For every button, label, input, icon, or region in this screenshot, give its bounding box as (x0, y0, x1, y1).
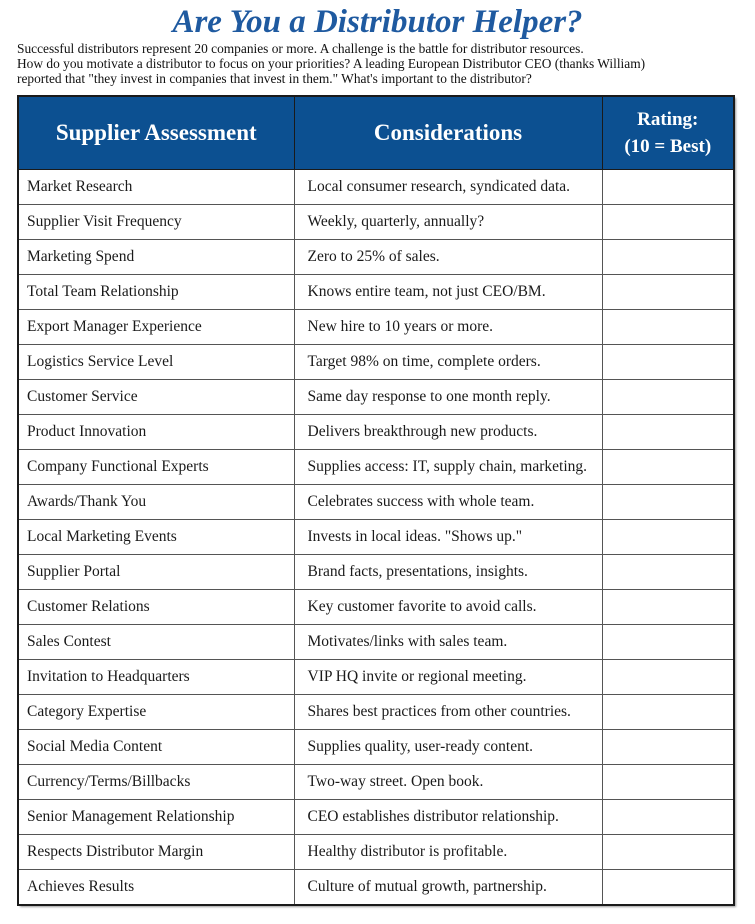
table-row (18, 870, 734, 906)
table-row (18, 380, 734, 415)
assessment-cell: Customer Service (18, 380, 294, 415)
assessment-cell: Local Marketing Events (18, 520, 294, 555)
rating-cell[interactable] (602, 240, 734, 275)
assessment-cell: Product Innovation (18, 415, 294, 450)
consideration-cell: New hire to 10 years or more. (294, 310, 602, 345)
rating-cell[interactable] (602, 345, 734, 380)
rating-cell[interactable] (602, 660, 734, 695)
rating-cell[interactable] (602, 205, 734, 240)
assessment-cell: Senior Management Relationship (18, 800, 294, 835)
consideration-cell: CEO establishes distributor relationship. (294, 800, 602, 835)
rating-cell[interactable] (602, 625, 734, 660)
assessment-cell: Logistics Service Level (18, 345, 294, 380)
assessment-cell: Marketing Spend (18, 240, 294, 275)
assessment-cell: Company Functional Experts (18, 450, 294, 485)
consideration-cell: Brand facts, presentations, insights. (294, 555, 602, 590)
rating-cell[interactable] (602, 870, 734, 906)
table-row (18, 800, 734, 835)
assessment-cell: Respects Distributor Margin (18, 835, 294, 870)
assessment-table-container (17, 95, 733, 904)
header-rating-line1: Rating: (637, 109, 699, 130)
consideration-cell: Same day response to one month reply. (294, 380, 602, 415)
table-row (18, 660, 734, 695)
table-row (18, 205, 734, 240)
table-body (18, 170, 734, 906)
assessment-cell: Achieves Results (18, 870, 294, 906)
rating-cell[interactable] (602, 275, 734, 310)
assessment-cell: Export Manager Experience (18, 310, 294, 345)
rating-cell[interactable] (602, 415, 734, 450)
consideration-cell: Culture of mutual growth, partnership. (294, 870, 602, 906)
rating-cell[interactable] (602, 590, 734, 625)
assessment-cell: Currency/Terms/Billbacks (18, 765, 294, 800)
consideration-cell: Supplies access: IT, supply chain, marketing. (294, 450, 602, 485)
assessment-cell: Supplier Portal (18, 555, 294, 590)
intro-line: Successful distributors represent 20 companies or more. A challenge is the battle for distributor resources. (17, 41, 584, 56)
table-row (18, 275, 734, 310)
table-row (18, 345, 734, 380)
consideration-cell: Knows entire team, not just CEO/BM. (294, 275, 602, 310)
intro-paragraph (17, 41, 747, 86)
consideration-cell: Two-way street. Open book. (294, 765, 602, 800)
table-row (18, 520, 734, 555)
header-rating (602, 96, 734, 170)
assessment-cell: Customer Relations (18, 590, 294, 625)
header-considerations: Considerations (294, 96, 602, 170)
table-header-row (18, 96, 734, 170)
assessment-cell: Awards/Thank You (18, 485, 294, 520)
consideration-cell: Supplies quality, user-ready content. (294, 730, 602, 765)
assessment-cell: Market Research (18, 170, 294, 205)
table-row (18, 765, 734, 800)
consideration-cell: Invests in local ideas. "Shows up." (294, 520, 602, 555)
rating-cell[interactable] (602, 170, 734, 205)
rating-cell[interactable] (602, 310, 734, 345)
table-row (18, 240, 734, 275)
rating-cell[interactable] (602, 450, 734, 485)
rating-cell[interactable] (602, 695, 734, 730)
consideration-cell: Local consumer research, syndicated data. (294, 170, 602, 205)
consideration-cell: VIP HQ invite or regional meeting. (294, 660, 602, 695)
rating-cell[interactable] (602, 520, 734, 555)
intro-line: How do you motivate a distributor to focus on your priorities? A leading European Distributor CEO (thanks William) (17, 56, 646, 71)
table-row (18, 170, 734, 205)
table-row (18, 625, 734, 660)
rating-cell[interactable] (602, 730, 734, 765)
table-row (18, 730, 734, 765)
assessment-cell: Supplier Visit Frequency (18, 205, 294, 240)
header-supplier-assessment: Supplier Assessment (18, 96, 294, 170)
consideration-cell: Target 98% on time, complete orders. (294, 345, 602, 380)
table-row (18, 695, 734, 730)
consideration-cell: Healthy distributor is profitable. (294, 835, 602, 870)
rating-cell[interactable] (602, 800, 734, 835)
consideration-cell: Shares best practices from other countries. (294, 695, 602, 730)
consideration-cell: Celebrates success with whole team. (294, 485, 602, 520)
assessment-cell: Invitation to Headquarters (18, 660, 294, 695)
assessment-cell: Total Team Relationship (18, 275, 294, 310)
rating-cell[interactable] (602, 555, 734, 590)
intro-line: reported that "they invest in companies that invest in them." What's important to the distributor? (17, 71, 532, 86)
page-title: Are You a Distributor Helper? (172, 4, 583, 40)
rating-cell[interactable] (602, 380, 734, 415)
table-row (18, 415, 734, 450)
consideration-cell: Motivates/links with sales team. (294, 625, 602, 660)
assessment-cell: Category Expertise (18, 695, 294, 730)
assessment-table (17, 95, 735, 906)
rating-cell[interactable] (602, 485, 734, 520)
header-rating-line2: (10 = Best) (624, 136, 712, 157)
rating-cell[interactable] (602, 765, 734, 800)
table-row (18, 310, 734, 345)
table-row (18, 835, 734, 870)
consideration-cell: Zero to 25% of sales. (294, 240, 602, 275)
table-row (18, 555, 734, 590)
consideration-cell: Delivers breakthrough new products. (294, 415, 602, 450)
table-row (18, 485, 734, 520)
assessment-cell: Social Media Content (18, 730, 294, 765)
assessment-cell: Sales Contest (18, 625, 294, 660)
consideration-cell: Key customer favorite to avoid calls. (294, 590, 602, 625)
table-row (18, 450, 734, 485)
rating-cell[interactable] (602, 835, 734, 870)
consideration-cell: Weekly, quarterly, annually? (294, 205, 602, 240)
table-row (18, 590, 734, 625)
